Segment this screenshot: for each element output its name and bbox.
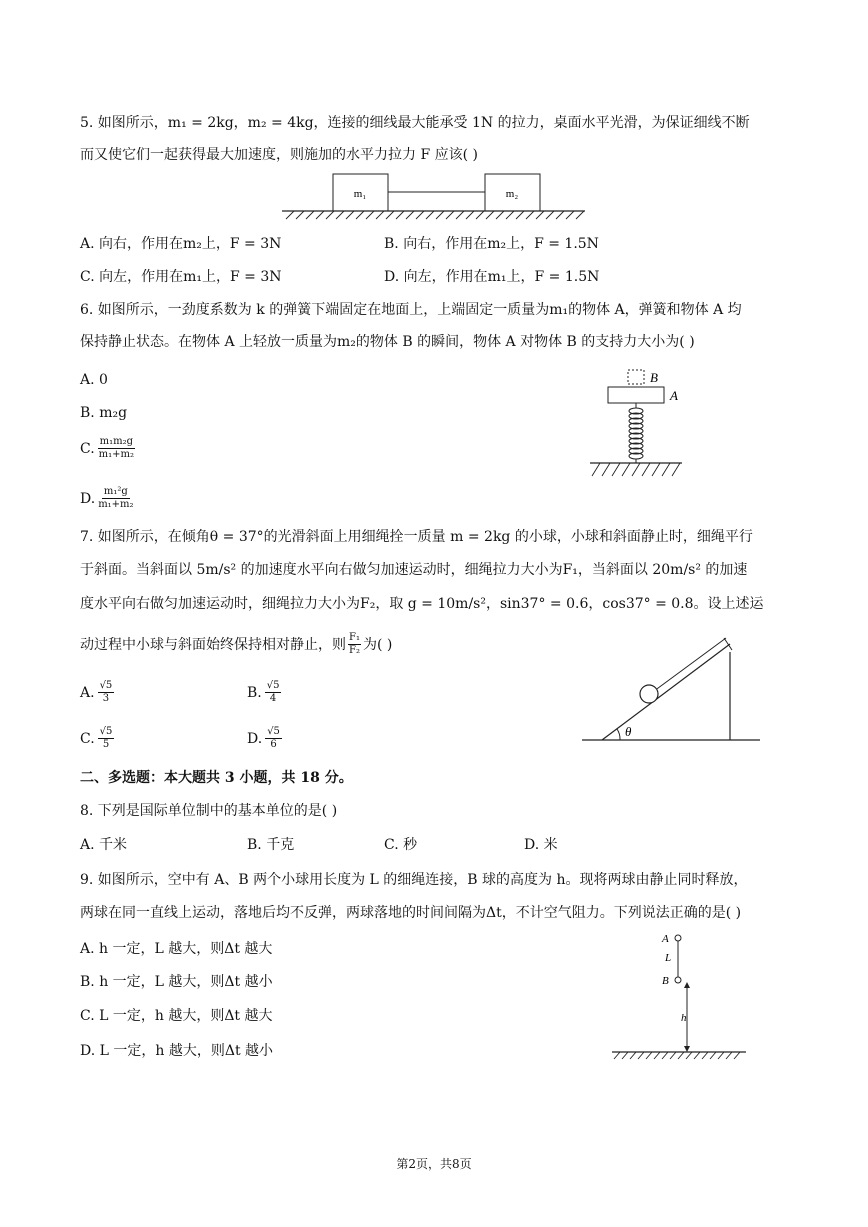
q6-option-a[interactable]: A. 0 [80, 372, 108, 388]
q9-stem-line-2: 两球在同一直线上运动，落地后均不反弹，两球落地的时间间隔为Δt，不计空气阻力。下列说法正确的是( ) [80, 905, 742, 921]
option-letter: A. [80, 684, 95, 701]
q7-option-a[interactable] [80, 680, 114, 705]
denominator: 6 [270, 739, 277, 750]
denominator: m₁+m₂ [98, 499, 134, 510]
q7-option-c[interactable] [80, 726, 114, 751]
q7-option-b[interactable] [247, 680, 281, 705]
label-h: h [681, 1012, 687, 1024]
stem-text: 动过程中小球与斜面始终保持相对静止，则 [80, 636, 346, 653]
q8-option-c[interactable]: C. 秒 [384, 837, 418, 853]
fraction [265, 680, 282, 705]
numerator: m₁²g [103, 486, 128, 497]
q9-option-b[interactable]: B. h 一定，L 越大，则Δt 越小 [80, 974, 273, 990]
string [650, 638, 726, 694]
numerator: m₁m₂g [99, 436, 134, 447]
numerator: √5 [267, 726, 280, 737]
option-letter: C. [80, 730, 95, 747]
q9-option-a[interactable]: A. h 一定，L 越大，则Δt 越大 [80, 941, 273, 957]
q9-figure [610, 928, 750, 1063]
numerator: F₁ [349, 632, 360, 643]
incline-surface [602, 644, 730, 740]
label-l: L [665, 952, 672, 964]
q8-option-d[interactable]: D. 米 [524, 837, 558, 853]
section-heading: 二、多选题：本大题共 3 小题，共 18 分。 [80, 770, 353, 786]
block-a [608, 387, 664, 403]
height-arrow-bottom [684, 1046, 690, 1052]
fraction [348, 632, 361, 657]
q5-figure [280, 170, 590, 220]
page-footer: 第2页，共8页 [396, 1157, 472, 1171]
q6-figure [588, 368, 698, 483]
q5-option-c[interactable]: C. 向左，作用在m₁上，F = 3N [80, 269, 282, 285]
label-b: B [662, 975, 669, 987]
denominator: 4 [269, 693, 277, 704]
q8-option-a[interactable]: A. 千米 [80, 837, 128, 853]
fraction [98, 726, 115, 751]
ground-hatching [614, 1052, 740, 1059]
q7-option-d[interactable] [247, 726, 282, 751]
q6-stem-line-2: 保持静止状态。在物体 A 上轻放一质量为m₂的物体 B 的瞬间，物体 A 对物体 B 的支持力大小为( ) [80, 334, 695, 350]
option-letter: D. [247, 730, 263, 747]
q6-option-d[interactable] [80, 486, 134, 511]
fraction [98, 486, 133, 511]
q5-option-d[interactable]: D. 向左，作用在m₁上，F = 1.5N [384, 269, 600, 285]
block-b-dashed [628, 370, 644, 384]
numerator: √5 [99, 680, 113, 691]
q7-figure [580, 630, 765, 745]
q5-option-b[interactable]: B. 向右，作用在m₂上，F = 1.5N [384, 236, 599, 252]
label-m1: m₁ [353, 188, 367, 200]
table-hatching [286, 211, 584, 219]
q5-option-a[interactable]: A. 向右，作用在m₂上，F = 3N [80, 236, 282, 252]
q9-stem-line-1: 9. 如图所示，空中有 A、B 两个小球用长度为 L 的细绳连接，B 球的高度为 h。现将两球由静止同时释放， [80, 872, 748, 888]
height-arrow-top [684, 982, 690, 988]
q7-stem-line-2: 于斜面。当斜面以 5m/s² 的加速度水平向右做匀加速运动时，细绳拉力大小为F₁，当斜面以 20m/s² 的加速 [80, 562, 748, 578]
q7-stem-line-1: 7. 如图所示，在倾角θ = 37°的光滑斜面上用细绳拴一质量 m = 2kg 的小球，小球和斜面静止时，细绳平行 [80, 529, 753, 545]
numerator: √5 [266, 680, 280, 691]
q5-stem-line-2: 而又使它们一起获得最大加速度，则施加的水平力拉力 F 应该( ) [80, 147, 478, 163]
option-letter: D. [80, 490, 96, 507]
fraction [98, 680, 115, 705]
spring-coil [629, 403, 643, 463]
ground-hatching [592, 463, 680, 476]
label-a: A [670, 388, 678, 403]
fraction [98, 436, 135, 461]
q7-stem-line-4 [80, 632, 392, 657]
denominator: F₂ [349, 645, 360, 656]
option-letter: C. [80, 440, 95, 457]
label-m2: m₂ [505, 188, 519, 200]
label-a: A [662, 933, 669, 945]
q9-option-c[interactable]: C. L 一定，h 越大，则Δt 越大 [80, 1008, 273, 1024]
angle-arc [617, 729, 620, 740]
q6-stem-line-1: 6. 如图所示，一劲度系数为 k 的弹簧下端固定在地面上，上端固定一质量为m₁的物体 A，弹簧和物体 A 均 [80, 302, 742, 318]
numerator: √5 [99, 726, 113, 737]
label-b: B [650, 370, 658, 385]
q6-option-b[interactable]: B. m₂g [80, 405, 128, 421]
q6-option-c[interactable] [80, 436, 135, 461]
fraction [265, 726, 282, 751]
ball-a [675, 935, 681, 941]
label-theta: θ [625, 724, 632, 739]
denominator: 3 [102, 693, 110, 704]
q7-stem-line-3: 度水平向右做匀加速运动时，细绳拉力大小为F₂，取 g = 10m/s²，sin37° = 0.6，cos37° = 0.8。设上述运 [80, 596, 764, 612]
ball-b [675, 977, 681, 983]
q8-stem: 8. 下列是国际单位制中的基本单位的是( ) [80, 803, 338, 819]
option-letter: B. [247, 684, 262, 701]
denominator: 5 [102, 739, 110, 750]
stem-text: 为( ) [362, 636, 393, 653]
denominator: m₁+m₂ [98, 449, 135, 460]
q5-stem-line-1: 5. 如图所示，m₁ = 2kg，m₂ = 4kg，连接的细线最大能承受 1N 的拉力，桌面水平光滑，为保证细线不断 [80, 115, 750, 131]
ball [640, 685, 658, 703]
q8-option-b[interactable]: B. 千克 [247, 837, 295, 853]
q9-option-d[interactable]: D. L 一定，h 越大，则Δt 越小 [80, 1043, 274, 1059]
